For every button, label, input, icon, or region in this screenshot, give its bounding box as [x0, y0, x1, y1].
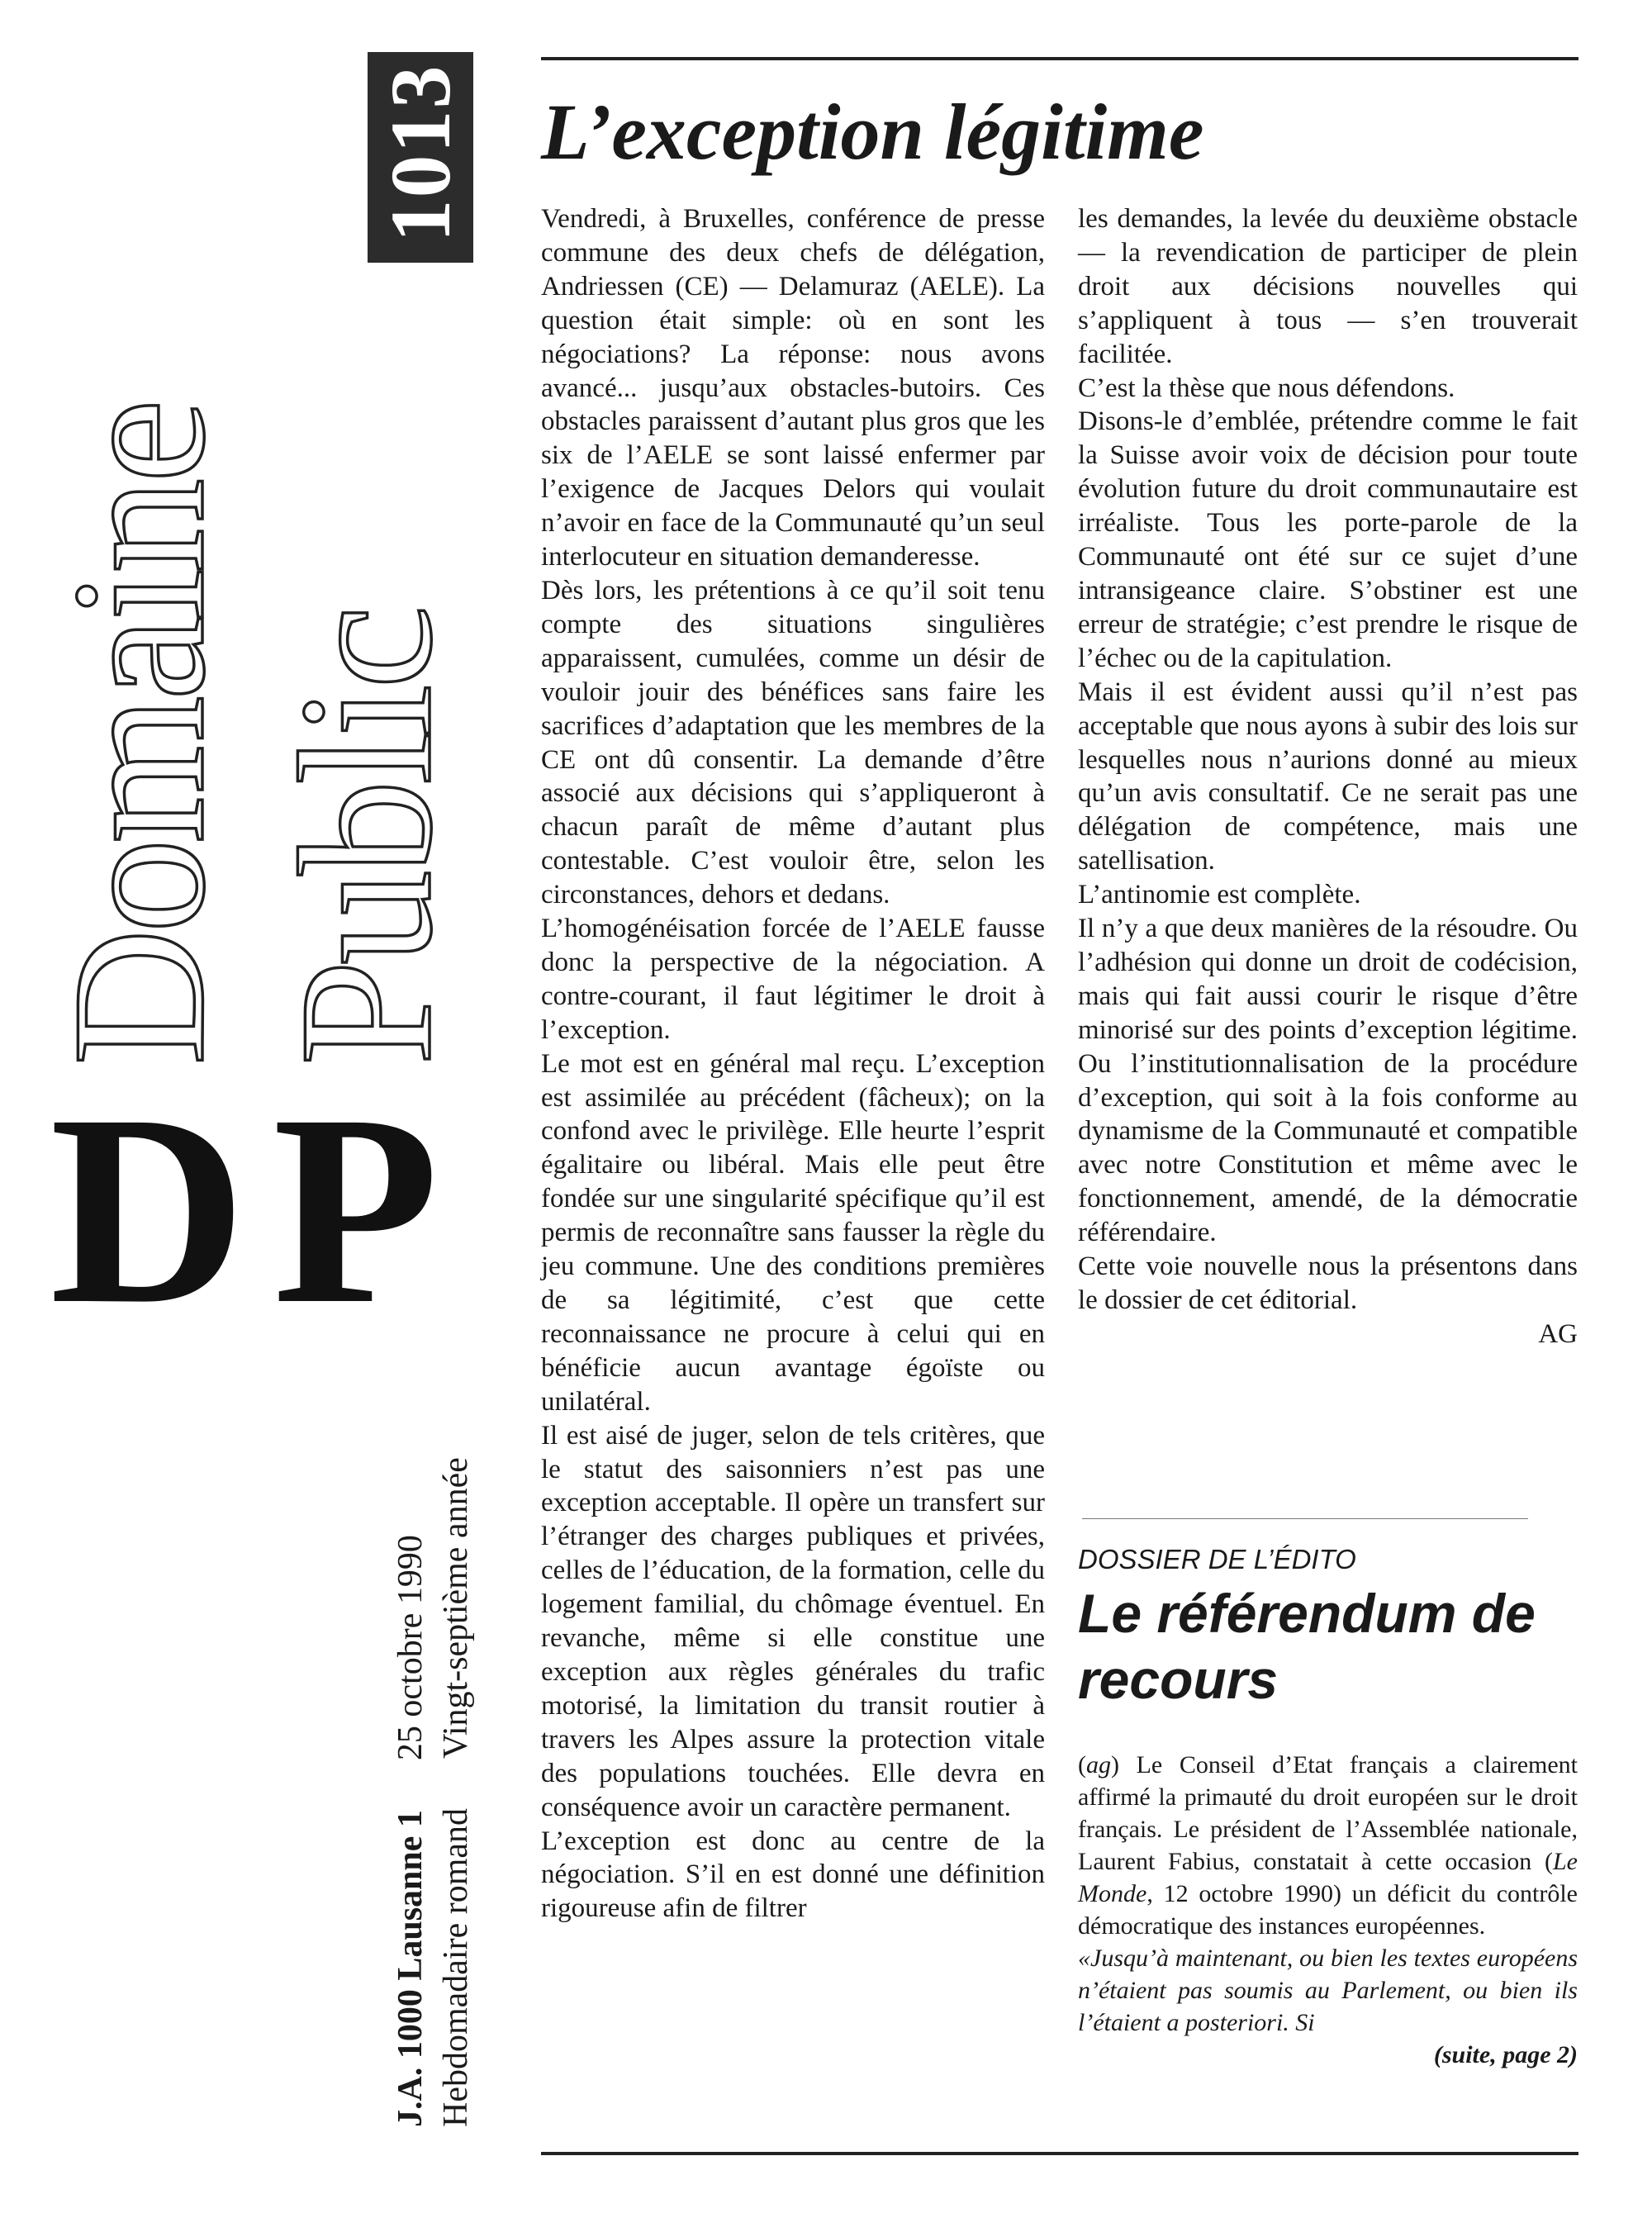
- paragraph: Disons-le d’emblée, prétendre comme le fait la Suisse avoir voix de décision pour toute évolution future du droit communautaire est irréaliste. Tous les porte-parole de la Communauté ont été sur ce sujet d’une intransigeance claire. S’obstiner est une erreur de stratégie; c’est prendre le risque de l’échec ou de la capitulation.: [1078, 406, 1578, 673]
- masthead-domaine-svg: [33, 50, 223, 1066]
- paragraph: Vendredi, à Bruxelles, conférence de presse commune des deux chefs de délégation, Andriessen (CE) — Delamuraz (AELE). La question était simple: où en sont les négociations? La réponse: nous avons avancé... jusqu’aux obstacles-butoirs. Ces obstacles paraissent d’autant plus gros que les six de l’AELE se sont laissé enfermer par l’exigence de Jacques Delors qui voulait n’avoir en face de la Communauté qu’un seul interlocuteur en situation demanderesse.: [541, 204, 1045, 572]
- paragraph: Dès lors, les prétentions à ce qu’il soit tenu compte des situations singulières apparaissent, cumulées, comme un désir de vouloir jouir des bénéfices sans faire les sacrifices d’adaptation que les membres de la CE ont dû consentir. La demande d’être associé aux décisions qui s’appliqueront à chacun paraît de même d’autant plus contestable. C’est vouloir être, selon les circonstances, dehors et dedans.: [541, 575, 1045, 910]
- text-span: , 12 octobre 1990) un déficit du contrôle démocratique des instances européennes.: [1078, 1880, 1578, 1940]
- masthead-public-text: Public: [260, 610, 450, 1066]
- masthead-domaine-text: Domaine: [33, 403, 223, 1066]
- paragraph: L’antinomie est complète.: [1078, 880, 1361, 910]
- section-divider: [1082, 1518, 1528, 1519]
- publication-date: 25 octobre 1990: [392, 1535, 430, 1761]
- article-column-1: [541, 202, 1045, 1926]
- author-signature: AG: [1538, 1318, 1578, 1349]
- dossier-label: DOSSIER DE L’ÉDITO: [1078, 1544, 1356, 1574]
- top-rule: [541, 57, 1578, 60]
- issue-number: 1013: [373, 64, 468, 243]
- postal-code: J.A. 1000 Lausanne 1: [392, 1810, 430, 2127]
- publication-frequency: Hebdomadaire romand: [437, 1807, 475, 2127]
- bottom-rule: [541, 2152, 1578, 2155]
- paragraph: Il est aisé de juger, selon de tels critères, que le statut des saisonniers n’est pas une exception acceptable. Il opère un transfert sur l’étranger des charges publiques et privées, celles de l’éducation, de la formation, celle du logement familial, du chômage éventuel. En revanche, même si elle constitue une exception aux règles générales du trafic motorisé, la limitation du transit routier à travers les Alpes assure la protection vitale des populations touchées. Elle devra en conséquence avoir un caractère permanent.: [541, 1420, 1045, 1822]
- logo-letter-p: P: [273, 1059, 439, 1361]
- paragraph: Mais il est évident aussi qu’il n’est pas acceptable que nous ayons à subir des lois sur lesquelles nous n’aurions donné au mieux qu’un avis consultatif. Ce ne serait pas une délégation de compétence, mais une satellisation.: [1078, 677, 1578, 876]
- publication-info-line-2: [438, 1457, 474, 2127]
- source-name: Le Monde: [1078, 1848, 1578, 1907]
- text-span: ) Le Conseil d’Etat français a clairement affirmé la primauté du droit européen sur le droit français. Le président de l’Assemblée nationale, Laurent Fabius, constatait à cette occasion (: [1078, 1751, 1578, 1875]
- masthead-domaine: [33, 50, 223, 1066]
- paragraph: Cette voie nouvelle nous la présentons dans le dossier de cet éditorial.: [1078, 1251, 1578, 1315]
- logo-letter-d: D: [50, 1059, 247, 1361]
- paragraph: L’homogénéisation forcée de l’AELE fausse donc la perspective de la négociation. A contre-courant, il faut légitimer le droit à l’exception.: [541, 914, 1045, 1045]
- paragraph: (ag) Le Conseil d’Etat français a clairement affirmé la primauté du droit européen sur le droit français. Le président de l’Assemblée nationale, Laurent Fabius, constatait à cette occasion (Le Monde, 12 octobre 1990) un déficit du contrôle démocratique des instances européennes.: [1078, 1751, 1578, 1940]
- article-column-2: [1078, 202, 1578, 1351]
- paragraph: les demandes, la levée du deuxième obstacle — la revendication de participer de plein droit aux décisions nouvelles qui s’appliquent à tous — s’en trouverait facilitée.: [1078, 204, 1578, 369]
- continued-link[interactable]: (suite, page 2): [1433, 2041, 1578, 2068]
- article-title: L’exception légitime: [541, 88, 1204, 176]
- paragraph: Le mot est en général mal reçu. L’exception est assimilée au précédent (fâcheux); on la confond avec le privilège. Elle heurte l’esprit égalitaire ou libéral. Mais elle peut être fondée sur une singularité spécifique qu’il est permis de reconnaître sans fausser la règle du jeu commune. Une des conditions premières de sa légitimité, c’est que cette reconnaissance ne procure à celui qui en bénéficie aucun avantage égoïste ou unilatéral.: [541, 1048, 1045, 1417]
- author-tag: ag: [1086, 1751, 1111, 1778]
- paragraph: Il n’y a que deux manières de la résoudre. Ou l’adhésion qui donne un droit de codécision, mais qui fait aussi courir le risque d’être minorisé sur des points d’exception légitime. Ou l’institutionnalisation de la procédure d’exception, qui soit à la fois conforme au dynamisme de la Communauté et compatible avec notre Constitution et même avec le fonctionnement, amendé, de la démocratie référendaire.: [1078, 914, 1578, 1248]
- paragraph: C’est la thèse que nous défendons.: [1078, 373, 1455, 403]
- quote: «Jusqu’à maintenant, ou bien les textes européens n’étaient pas soumis au Parlement, ou bien ils l’étaient a posteriori. Si: [1078, 1945, 1578, 2036]
- dossier-title: Le référendum de recours: [1078, 1583, 1536, 1710]
- paragraph: L’exception est donc au centre de la négociation. S’il en est donné une définition rigoureuse afin de filtrer: [541, 1826, 1045, 1924]
- publication-year: Vingt-septième année: [437, 1457, 475, 1759]
- publication-info-line-1: [392, 1535, 429, 2127]
- dossier-text: [1078, 1749, 1578, 2071]
